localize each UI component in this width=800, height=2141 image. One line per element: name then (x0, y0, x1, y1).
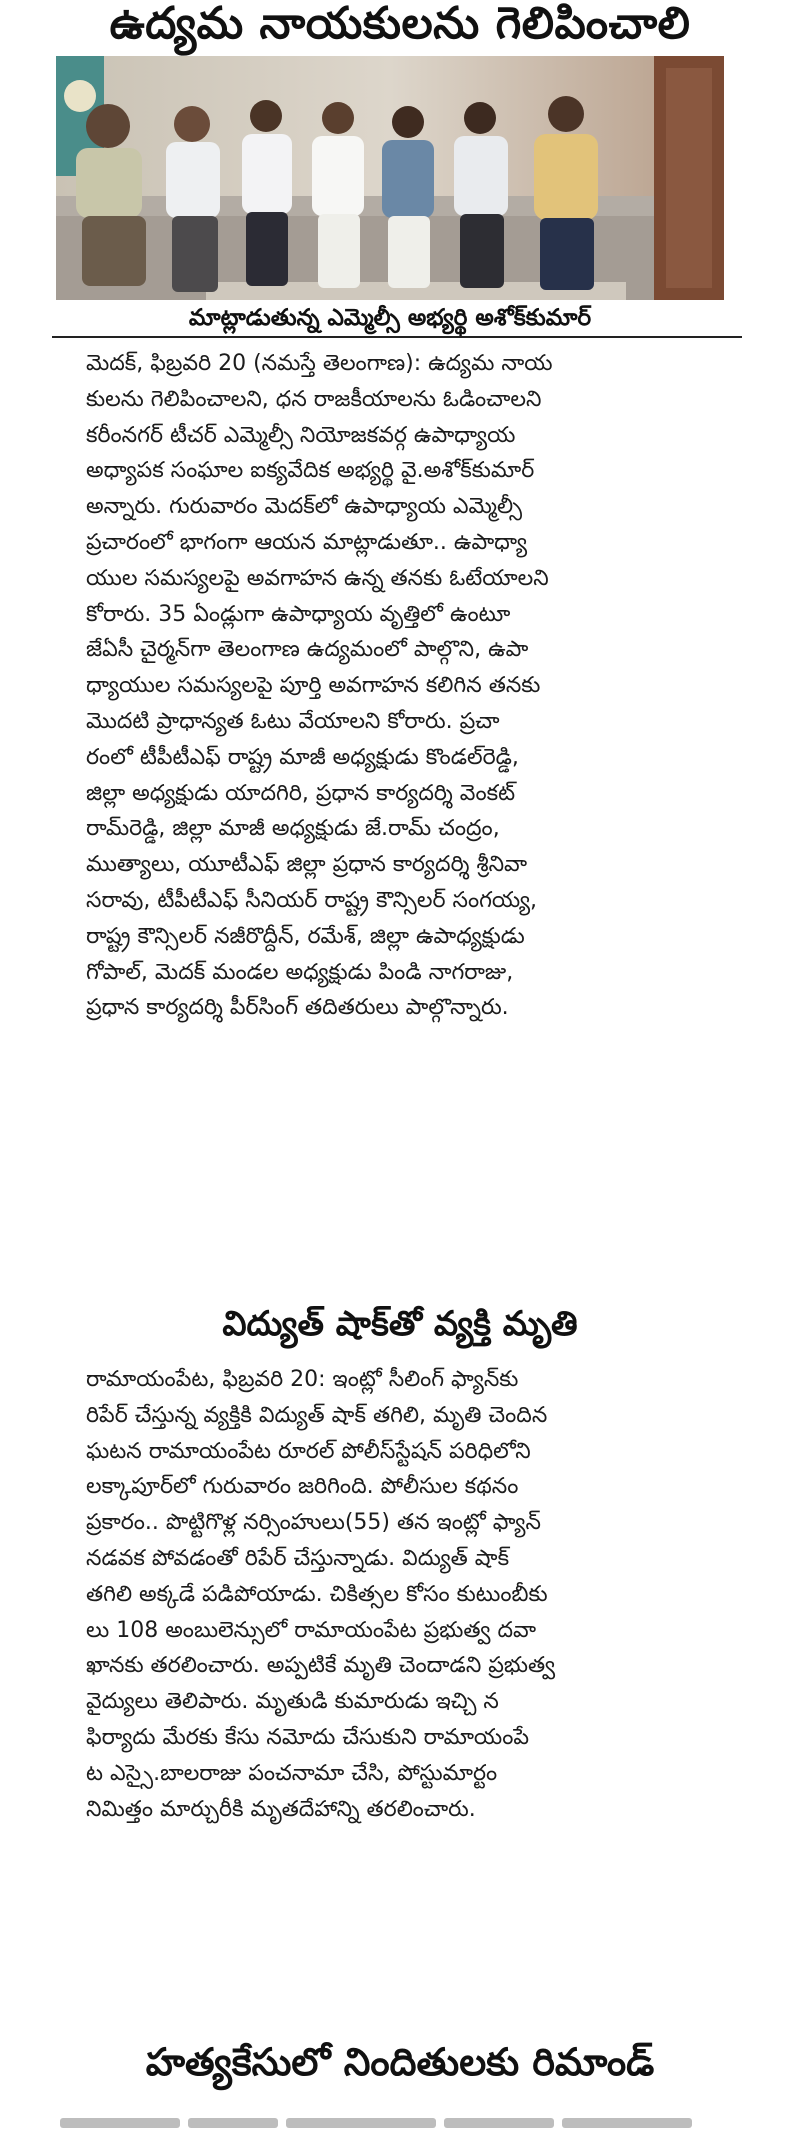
article-1-line: యుల సమస్యలపై అవగాహన ఉన్న తనకు ఓటేయాలని (86, 565, 549, 591)
cut-off-text-fragment (60, 2108, 740, 2128)
article-1-line: కోరారు. 35 ఏండ్లుగా ఉపాధ్యాయ వృత్తిలో ఉంటూ (86, 601, 511, 627)
group-photo-image (56, 56, 724, 300)
article-1-body (86, 346, 722, 1026)
article-2-line: వైద్యులు తెలిపారు. మృతుడి కుమారుడు ఇచ్చి న (86, 1689, 499, 1715)
article-1-line: ధ్యాయుల సమస్యలపై పూర్తి అవగాహన కలిగిన తనకు (86, 673, 541, 699)
article-1-line: రాష్ట్ర కౌన్సిలర్ నజీరొద్దీన్, రమేశ్, జిల్లా ఉపాధ్యక్షుడు (86, 923, 525, 949)
article-1-line: రామ్‌రెడ్డి, జిల్లా మాజీ అధ్యక్షుడు జే.రామ్ చంద్రం, (86, 816, 500, 842)
article-2-line: ఖానకు తరలించారు. అప్పటికే మృతి చెందాడని ప్రభుత్వ (86, 1653, 556, 1679)
article-2-body (86, 1362, 722, 1827)
article-1-line: మొదటి ప్రాధాన్యత ఓటు వేయాలని కోరారు. ప్రచా (86, 708, 500, 734)
article-2-line: ట ఎస్సై.బాలరాజు పంచనామా చేసి, పోస్టుమార్టం (86, 1760, 498, 1786)
article-2-line: రామాయంపేట, ఫిబ్రవరి 20: ఇంట్లో సీలింగ్ ఫ్యాన్‌కు (86, 1367, 519, 1392)
article-1-line: కరీంనగర్ టీచర్ ఎమ్మెల్సీ నియోజకవర్గ ఉపాధ్యాయ (86, 422, 516, 448)
article-1-line: అన్నారు. గురువారం మెదక్‌లో ఉపాధ్యాయ ఎమ్మెల్సీ (86, 494, 523, 520)
article-1-line: ప్రచారంలో భాగంగా ఆయన మాట్లాడుతూ.. ఉపాధ్యా (86, 529, 528, 555)
article-2-line: లు 108 అంబులెన్సులో రామాయంపేట ప్రభుత్వ దవా (86, 1617, 537, 1643)
article-2-line: ప్రకారం.. పొట్టిగొళ్ల నర్సింహులు(55) తన ఇంట్లో ఫ్యాన్ (86, 1510, 541, 1536)
main-headline: ఉద్యమ నాయకులను గెలిపించాలి (109, 0, 691, 49)
article-2-line: ఘటన రామాయంపేట రూరల్ పోలీస్‌స్టేషన్ పరిధిలోని (86, 1438, 531, 1464)
article-2-line: ఫిర్యాదు మేరకు కేసు నమోదు చేసుకుని రామాయంపే (86, 1724, 530, 1750)
article-1-line: మెదక్, ఫిబ్రవరి 20 (నమస్తే తెలంగాణ): ఉద్యమ నాయ (86, 351, 553, 376)
article-2-line: నడవక పోవడంతో రిపేర్ చేస్తున్నాడు. విద్యుత్ షాక్ (86, 1545, 510, 1571)
news-photo (56, 56, 724, 300)
article-1-line: అధ్యాపక సంఘాల ఐక్యవేదిక అభ్యర్థి వై.అశోక్‌కుమార్ (86, 458, 535, 484)
article-1-line: సరావు, టీపీటీఎఫ్ సీనియర్ రాష్ట్ర కౌన్సిలర్ సంగయ్య, (86, 887, 538, 913)
article-1-line: ప్రధాన కార్యదర్శి పీర్‌సింగ్ తదితరులు పాల్గొన్నారు. (86, 995, 509, 1021)
article-1-line: ముత్యాలు, యూటీఎఫ్ జిల్లా ప్రధాన కార్యదర్శి శ్రీనివా (86, 852, 528, 878)
caption-divider (52, 336, 742, 338)
article-1-line: జేఏసీ చైర్మన్‌గా తెలంగాణ ఉద్యమంలో పాల్గొని, ఉపా (86, 637, 529, 663)
article-1-line: గోపాల్, మెదక్ మండల అధ్యక్షుడు పిండి నాగరాజు, (86, 959, 514, 985)
article-2-line: తగిలి అక్కడే పడిపోయాడు. చికిత్సల కోసం కుటుంబీకు (86, 1581, 548, 1607)
article-2-line: నిమిత్తం మార్చురీకి మృతదేహాన్ని తరలించారు. (86, 1796, 476, 1822)
article-1-line: జిల్లా అధ్యక్షుడు యాదగిరి, ప్రధాన కార్యదర్శి వెంకట్ (86, 780, 516, 806)
article-1-line: రంలో టీపీటీఎఫ్ రాష్ట్ర మాజీ అధ్యక్షుడు కొండల్‌రెడ్డి, (86, 744, 519, 770)
article-3-headline: హత్యకేసులో నిందితులకు రిమాండ్ (145, 2040, 655, 2084)
article-2-line: లక్కాపూర్‌లో గురువారం జరిగింది. పోలీసుల కథనం (86, 1474, 519, 1500)
article-2-line: రిపేర్ చేస్తున్న వ్యక్తికి విద్యుత్ షాక్ తగిలి, మృతి చెందిన (86, 1402, 548, 1428)
article-1-line: కులను గెలిపించాలని, ధన రాజకీయాలను ఓడించాలని (86, 386, 542, 412)
photo-caption: మాట్లాడుతున్న ఎమ్మెల్సీ అభ్యర్థి అశోక్‌కుమార్ (188, 305, 592, 331)
article-2-headline: విద్యుత్ షాక్‌తో వ్యక్తి మృతి (222, 1304, 578, 1344)
